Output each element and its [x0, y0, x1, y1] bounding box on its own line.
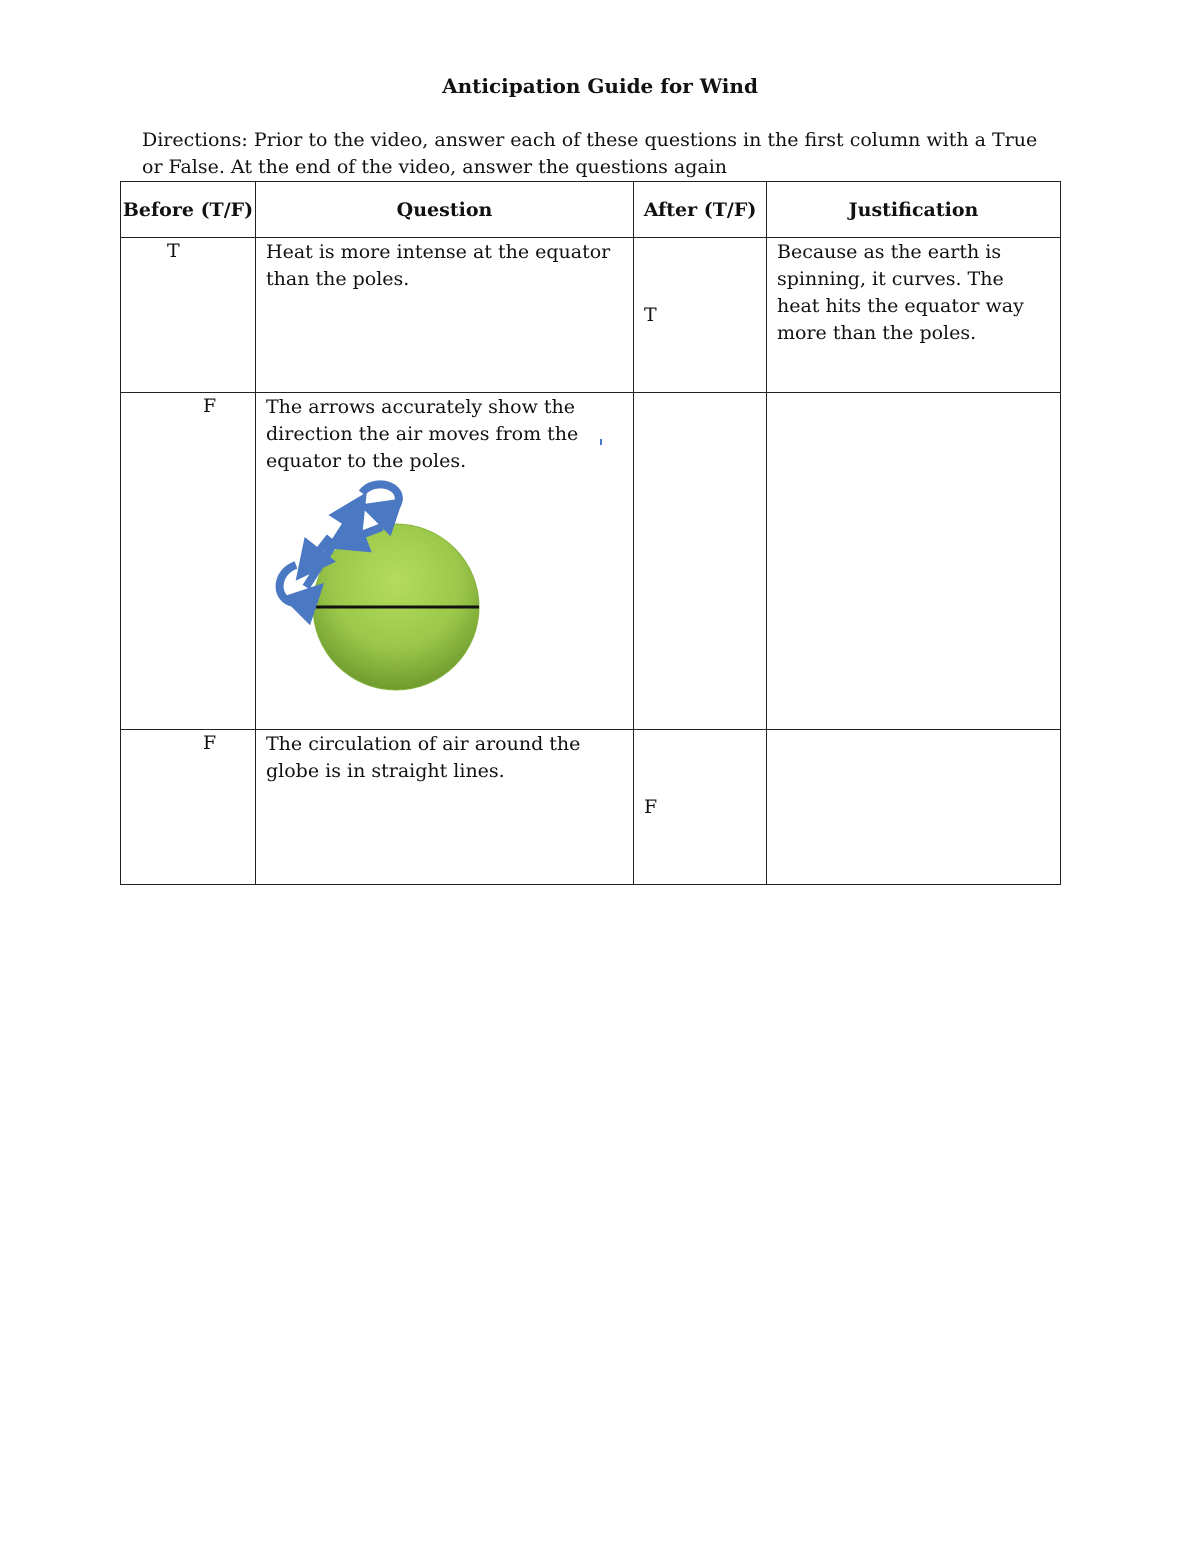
after-answer [634, 393, 766, 457]
before-cell [121, 238, 256, 393]
after-cell [634, 730, 767, 885]
justification-text [767, 393, 1060, 394]
after-answer: T [644, 304, 657, 326]
table-row [121, 238, 1061, 393]
header-after: After (T/F) [634, 182, 767, 238]
after-answer: F [644, 796, 658, 818]
question-text: The arrows accurately show the direction the air moves from the equator to the poles. [266, 396, 579, 472]
table-row [121, 393, 1061, 730]
question-cell [256, 238, 634, 393]
header-question: Question [256, 182, 634, 238]
directions-text: Directions: Prior to the video, answer each of these questions in the first column with a True or False. At the end of the video, answer the questions again [142, 129, 1038, 178]
justification-text [767, 730, 1060, 731]
after-cell [634, 393, 767, 730]
header-justification: Justification [767, 182, 1061, 238]
question-cell [256, 730, 634, 885]
justification-text: Because as the earth is spinning, it curves. The heat hits the equator way more than the poles. [777, 241, 1024, 344]
justification-cell [767, 730, 1061, 885]
before-cell [121, 730, 256, 885]
after-cell [634, 238, 767, 393]
before-cell [121, 393, 256, 730]
anticipation-guide-table [120, 181, 1061, 885]
table-row [121, 730, 1061, 885]
document-title: Anticipation Guide for Wind [442, 74, 758, 98]
table-header-row [121, 182, 1061, 238]
before-answer: T [167, 240, 180, 262]
before-answer: F [203, 732, 217, 754]
globe-with-arrows-icon [266, 479, 486, 699]
question-cell [256, 393, 634, 730]
justification-cell [767, 238, 1061, 393]
stray-mark [600, 439, 602, 445]
question-text: Heat is more intense at the equator than the poles. [266, 241, 611, 290]
header-before: Before (T/F) [121, 182, 256, 238]
before-answer: F [203, 395, 217, 417]
justification-cell [767, 393, 1061, 730]
question-text: The circulation of air around the globe is in straight lines. [266, 733, 581, 782]
